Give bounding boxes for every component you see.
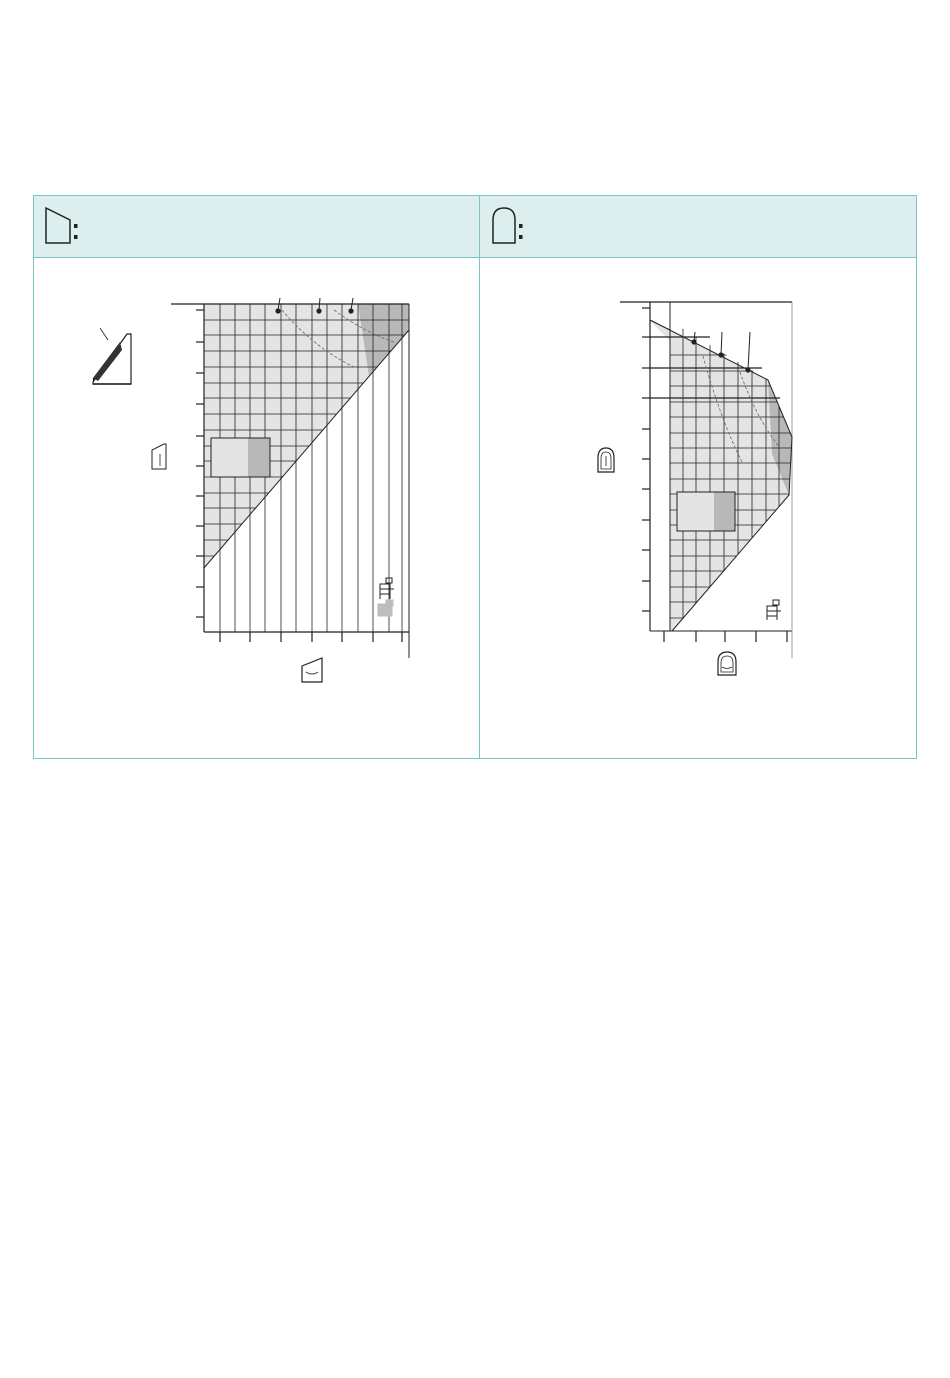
sloped-window-height-icon <box>302 658 322 682</box>
mechanism-icon <box>380 578 394 599</box>
mechanism-alt-icon <box>378 600 393 616</box>
mechanism-icon <box>767 600 781 620</box>
x-ticks <box>664 631 787 642</box>
y-ticks <box>642 308 650 611</box>
sloped-window-cell <box>34 258 479 758</box>
sloped-blind-icon <box>93 328 131 384</box>
header-cell-arched <box>480 196 917 257</box>
arched-window-chart <box>480 258 917 758</box>
arched-window-height-icon <box>598 448 614 472</box>
sloped-window-shape-icon <box>44 206 84 246</box>
arched-window-width-icon <box>718 652 736 675</box>
window-type-table <box>33 195 917 759</box>
sloped-window-width-icon <box>152 444 166 469</box>
y-ticks <box>196 310 204 617</box>
arched-window-shape-icon <box>490 206 530 246</box>
sloped-window-chart <box>34 258 479 758</box>
arched-window-cell <box>480 258 917 758</box>
header-cell-sloped <box>34 196 479 257</box>
x-ticks <box>220 632 402 642</box>
